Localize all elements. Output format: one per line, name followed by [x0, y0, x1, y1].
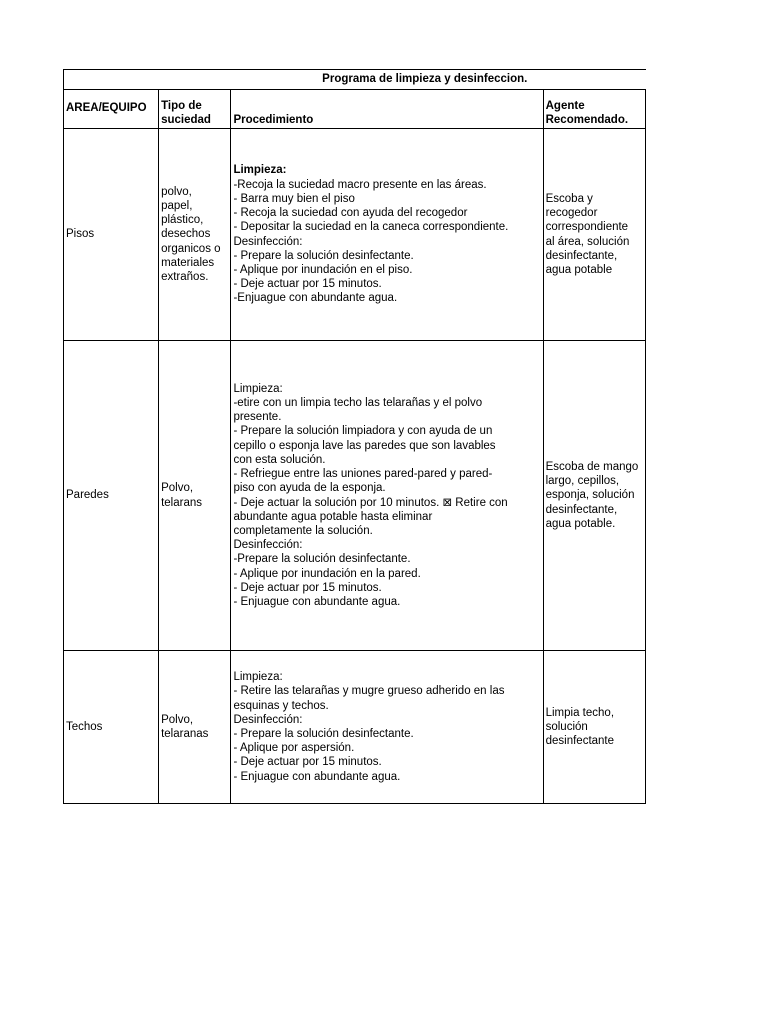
- desinfeccion-steps: - Prepare la solución desinfectante. - Aplique por aspersión. - Deje actuar por 15 minutos. - Enjuague con abundante agua.: [233, 728, 414, 783]
- header-row: [64, 90, 646, 129]
- table-title: Programa de limpieza y desinfeccion.: [322, 73, 528, 86]
- header-area: AREA/EQUIPO: [64, 90, 159, 129]
- row-agente: Limpia techo, solución desinfectante: [543, 651, 645, 804]
- table-title-cell: [64, 70, 646, 90]
- desinfeccion-label: Desinfección:: [233, 539, 303, 552]
- desinfeccion-steps: - Prepare la solución desinfectante. - Aplique por inundación en el piso. - Deje actuar por 15 minutos. -Enjuague con abundante agua.: [233, 249, 414, 305]
- row-procedimiento: [231, 651, 543, 804]
- row-tipo: Polvo, telarans: [159, 341, 231, 651]
- row-procedimiento: [231, 341, 543, 651]
- header-procedimiento: Procedimiento: [231, 90, 543, 129]
- row-procedimiento: [231, 129, 543, 341]
- table-row: [64, 341, 646, 651]
- header-tipo: Tipo de suciedad: [159, 90, 231, 129]
- row-agente: Escoba y recogedor correspondiente al área, solución desinfectante, agua potable: [543, 129, 645, 341]
- cleaning-program-sheet: [63, 69, 646, 804]
- title-row: [64, 70, 646, 90]
- row-area: Paredes: [64, 341, 159, 651]
- limpieza-label: Limpieza:: [233, 164, 287, 177]
- limpieza-steps: -Recoja la suciedad macro presente en las áreas. - Barra muy bien el piso - Recoja la suciedad con ayuda del recogedor - Depositar la suciedad en la caneca correspondiente.: [233, 178, 509, 234]
- desinfeccion-steps: -Prepare la solución desinfectante. - Aplique por inundación en la pared. - Deje actuar por 15 minutos. - Enjuague con abundante agua.: [233, 553, 421, 608]
- table-row: [64, 129, 646, 341]
- row-tipo: polvo, papel, plástico, desechos organicos o materiales extraños.: [159, 129, 231, 341]
- table-row: [64, 651, 646, 804]
- limpieza-steps: -etire con un limpia techo las telarañas y el polvo presente. - Prepare la solución limpiadora y con ayuda de un cepillo o esponja lave las paredes que son lavables con esta solución. - Refriegue entre las uniones pared-pared y pared- piso con ayuda de la esponja. - Deje actuar la solución por 10 minutos. ⊠ Retire con abundante agua potable hasta eliminar completamente la solución.: [233, 397, 508, 537]
- header-agente: Agente Recomendado.: [543, 90, 645, 129]
- limpieza-label: Limpieza:: [233, 382, 283, 395]
- row-agente: Escoba de mango largo, cepillos, esponja, solución desinfectante, agua potable.: [543, 341, 645, 651]
- row-area: Techos: [64, 651, 159, 804]
- row-area: Pisos: [64, 129, 159, 341]
- row-tipo: Polvo, telaranas: [159, 651, 231, 804]
- desinfeccion-label: Desinfección:: [233, 713, 303, 726]
- limpieza-steps: - Retire las telarañas y mugre grueso adherido en las esquinas y techos.: [233, 685, 505, 712]
- limpieza-label: Limpieza:: [233, 671, 283, 684]
- cleaning-program-table: [63, 69, 646, 804]
- desinfeccion-label: Desinfección:: [233, 235, 303, 248]
